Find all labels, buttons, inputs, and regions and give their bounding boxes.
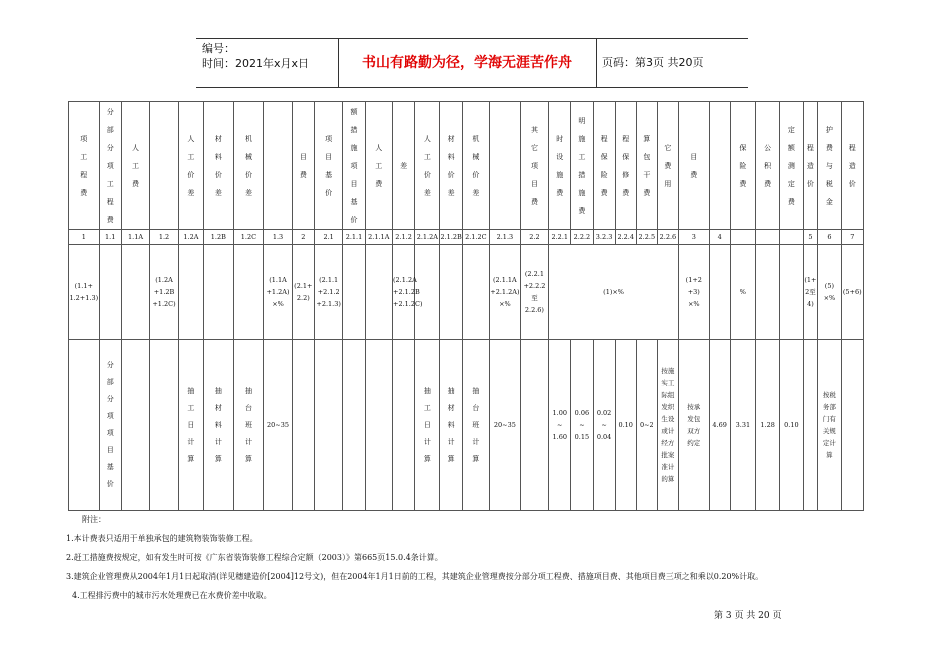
- formula-cell: [756, 245, 780, 340]
- rate-cell: [150, 340, 179, 511]
- header-cell: [415, 102, 440, 230]
- formula-cell: (1+ 2至 4): [803, 245, 818, 340]
- header-cell: [636, 102, 657, 230]
- formula-cell: [343, 245, 365, 340]
- code-cell: 1.1A: [121, 230, 150, 245]
- rate-cell: [99, 340, 121, 511]
- code-cell: [756, 230, 780, 245]
- formula-cell: [365, 245, 392, 340]
- header-cell-text: 材料价差: [447, 134, 455, 197]
- header-cell: [233, 102, 264, 230]
- header-cell: [462, 102, 489, 230]
- rate-cell: [462, 340, 489, 511]
- formula-cell: (2.1.1A +2.1.2A) ×%: [490, 245, 521, 340]
- rate-cell-text: 抽台班计算: [244, 386, 252, 463]
- formula-cell: (5) ×%: [818, 245, 841, 340]
- formula-cell: [178, 245, 203, 340]
- rate-cell: [178, 340, 203, 511]
- code-cell: 7: [841, 230, 863, 245]
- formula-cell: [204, 245, 234, 340]
- header-cell-text: 人工价差: [423, 134, 431, 197]
- rate-cell: [657, 340, 678, 511]
- header-motto: 书山有路勤为径，学海无涯苦作舟: [362, 55, 572, 71]
- code-cell: 2.2.6: [657, 230, 678, 245]
- code-label: 编号：: [202, 42, 235, 55]
- header-cell: [615, 102, 636, 230]
- header-cell-text: 差: [400, 161, 408, 170]
- header-cell: [150, 102, 179, 230]
- formula-cell: (2.2.1 +2.2.2 至 2.2.6): [520, 245, 549, 340]
- header-cell: [730, 102, 755, 230]
- fee-table: [68, 101, 864, 511]
- rate-cell-text: 按承发包双方约定: [687, 403, 701, 447]
- time-label: 时间：2021年x月x日: [202, 57, 310, 70]
- rate-cell: [415, 340, 440, 511]
- rate-cell: 1.28: [756, 340, 780, 511]
- header-cell-text: 人工费: [132, 143, 140, 188]
- header-cell-text: 材料价差: [214, 134, 222, 197]
- rate-cell-text: 抽材料计算: [214, 386, 222, 463]
- header-cell: [204, 102, 234, 230]
- rate-cell: [204, 340, 234, 511]
- code-cell: 1.2: [150, 230, 179, 245]
- code-cell: [780, 230, 803, 245]
- formula-cell: (2.1.1 +2.1.2 +2.1.3): [314, 245, 343, 340]
- code-cell: 1.3: [264, 230, 293, 245]
- rate-cell: 0~2: [636, 340, 657, 511]
- rate-cell: [233, 340, 264, 511]
- rate-cell-text: 抽工日计算: [423, 386, 431, 463]
- rate-cell: [520, 340, 549, 511]
- rate-cell: 0.10: [615, 340, 636, 511]
- formula-cell: [440, 245, 462, 340]
- rate-cell: 3.31: [730, 340, 755, 511]
- header-cell-text: 项目基价: [325, 134, 333, 197]
- rate-cell: 20~35: [490, 340, 521, 511]
- header-cell: [841, 102, 863, 230]
- header-cell-text: 分部分项工程费: [106, 107, 114, 224]
- header-cell-text: 目费: [690, 152, 698, 179]
- header-cell: [549, 102, 571, 230]
- rate-cell: [803, 340, 818, 511]
- code-cell: 2.1.1: [343, 230, 365, 245]
- rate-cell-text: 抽材料计算: [447, 386, 455, 463]
- code-cell: 1.2C: [233, 230, 264, 245]
- formula-cell: (1.1+ 1.2+1.3): [69, 245, 100, 340]
- header-cell: [490, 102, 521, 230]
- formula-cell: [462, 245, 489, 340]
- header-cell-text: 额措施项目基价: [350, 107, 358, 224]
- code-cell: 2.1: [314, 230, 343, 245]
- header-cell: [803, 102, 818, 230]
- header-cell-text: 人工价差: [187, 134, 195, 197]
- header-cell: [520, 102, 549, 230]
- formula-cell: [780, 245, 803, 340]
- header-divider: [596, 39, 597, 87]
- notes-title: 附注：: [82, 515, 106, 524]
- code-cell: 6: [818, 230, 841, 245]
- rate-cell: 4.69: [709, 340, 730, 511]
- code-cell: 1.2B: [204, 230, 234, 245]
- code-cell: 2.1.2C: [462, 230, 489, 245]
- code-cell: 1: [69, 230, 100, 245]
- header-cell-text: 算包干费: [643, 134, 651, 197]
- rate-cell: [121, 340, 150, 511]
- code-cell: 2: [292, 230, 314, 245]
- rate-cell-text: 抽台班计算: [472, 386, 480, 463]
- code-cell: 2.2: [520, 230, 549, 245]
- formula-cell: (2.1.2A +2.1.2B +2.1.2C): [393, 245, 415, 340]
- code-cell: 2.2.4: [615, 230, 636, 245]
- code-cell: 2.1.2: [393, 230, 415, 245]
- code-cell: 2.2.5: [636, 230, 657, 245]
- rate-cell: [841, 340, 863, 511]
- formula-cell: [99, 245, 121, 340]
- header-cell-text: 程保修费: [622, 134, 630, 197]
- formula-cell: (1.1A +1.2A) ×%: [264, 245, 293, 340]
- header-cell: [393, 102, 415, 230]
- code-cell: 3: [678, 230, 709, 245]
- rate-cell: [393, 340, 415, 511]
- page-footer: 第 3 页 共 20 页: [714, 611, 782, 621]
- header-cell: [264, 102, 293, 230]
- code-cell: 2.1.3: [490, 230, 521, 245]
- rate-cell: [365, 340, 392, 511]
- rate-cell-text: 抽工日计算: [187, 386, 195, 463]
- rate-cell: 0.02 ~ 0.04: [593, 340, 615, 511]
- header-cell-text: 程造价: [806, 143, 814, 188]
- rate-cell: [314, 340, 343, 511]
- header-meta: [202, 41, 342, 71]
- header-cell-text: 定额测定费: [787, 125, 795, 206]
- note-item: 1.本计费表只适用于单独承包的建筑物装饰装修工程。: [66, 534, 258, 543]
- code-cell: 2.1.1A: [365, 230, 392, 245]
- formula-cell: [709, 245, 730, 340]
- header-cell: [121, 102, 150, 230]
- header-cell: [571, 102, 593, 230]
- header-cell-text: 目费: [299, 152, 307, 179]
- header-cell: [678, 102, 709, 230]
- header-cell-text: 程保险费: [600, 134, 608, 197]
- header-cell-text: 明施工措施费: [578, 116, 586, 215]
- header-cell: [365, 102, 392, 230]
- code-cell: 5: [803, 230, 818, 245]
- rate-cell-text: 按施实工际组发织生设或计经方批案准计的算: [661, 367, 675, 483]
- header-cell-text: 时设施费: [556, 134, 564, 197]
- header-cell-text: 其它项目费: [530, 125, 538, 206]
- notes-section: [66, 510, 886, 605]
- header-cell-text: 护费与税金: [825, 125, 833, 206]
- header-cell: [69, 102, 100, 230]
- header-cell: [440, 102, 462, 230]
- header-cell-text: 它费用: [664, 143, 672, 188]
- formula-cell: [233, 245, 264, 340]
- formula-cell: (1.2A +1.2B +1.2C): [150, 245, 179, 340]
- header-cell: [314, 102, 343, 230]
- code-cell: 2.1.2A: [415, 230, 440, 245]
- header-cell: [780, 102, 803, 230]
- formula-cell: %: [730, 245, 755, 340]
- header-cell: [292, 102, 314, 230]
- header-page-info: 页码：第3页 共20页: [602, 56, 704, 69]
- rate-cell-text: 分部分项项目基价: [106, 361, 114, 488]
- rate-cell: 0.06 ~ 0.15: [571, 340, 593, 511]
- code-cell: 2.1.2B: [440, 230, 462, 245]
- page-header: [196, 38, 748, 88]
- rate-cell: [440, 340, 462, 511]
- code-cell: 1.1: [99, 230, 121, 245]
- formula-cell: (5+6): [841, 245, 863, 340]
- header-cell-text: 公积费: [764, 143, 772, 188]
- header-cell-text: 保险费: [739, 143, 747, 188]
- header-cell: [99, 102, 121, 230]
- header-cell: [178, 102, 203, 230]
- header-cell: [657, 102, 678, 230]
- formula-span-cell: (1)×%: [549, 245, 679, 340]
- code-cell: 2.2.1: [549, 230, 571, 245]
- code-cell: 3.2.3: [593, 230, 615, 245]
- note-item: 3.建筑企业管理费从2004年1月1日起取消(详见穗建造价[2004]12号文)，但在2004年1月1日前的工程，其建筑企业管理费按分部分项工程费、措施项目费、其他项目费三项之和乘以0.20%计取。: [66, 572, 764, 581]
- code-cell: 1.2A: [178, 230, 203, 245]
- formula-cell: [121, 245, 150, 340]
- rate-cell: [343, 340, 365, 511]
- rate-cell: [292, 340, 314, 511]
- header-cell: [593, 102, 615, 230]
- header-cell: [709, 102, 730, 230]
- rate-cell: [69, 340, 100, 511]
- code-cell: 2.2.2: [571, 230, 593, 245]
- rate-cell: 20~35: [264, 340, 293, 511]
- header-cell-text: 人工费: [375, 143, 383, 188]
- rate-cell: 1.00 ~ 1.60: [549, 340, 571, 511]
- formula-cell: (2.1+ 2.2): [292, 245, 314, 340]
- rate-cell-text: 按税务部门有关规定计算: [822, 391, 836, 459]
- header-cell-text: 机械价差: [472, 134, 480, 197]
- header-cell: [818, 102, 841, 230]
- header-cell-text: 程造价: [848, 143, 856, 188]
- header-cell: [756, 102, 780, 230]
- note-item: 2.赶工措施费按规定，如有发生时可按《广东省装饰装修工程综合定额（2003）》第665页15.0.4条计算。: [66, 553, 443, 562]
- header-cell-text: 机械价差: [244, 134, 252, 197]
- header-cell-text: 项工程费: [80, 134, 88, 197]
- formula-cell: (1+2 +3) ×%: [678, 245, 709, 340]
- header-cell: [343, 102, 365, 230]
- rate-cell: [678, 340, 709, 511]
- rate-cell: [818, 340, 841, 511]
- code-cell: [730, 230, 755, 245]
- rate-cell: 0.10: [780, 340, 803, 511]
- note-item: 4.工程排污费中的城市污水处理费已在水费价差中收取。: [72, 591, 272, 600]
- code-cell: 4: [709, 230, 730, 245]
